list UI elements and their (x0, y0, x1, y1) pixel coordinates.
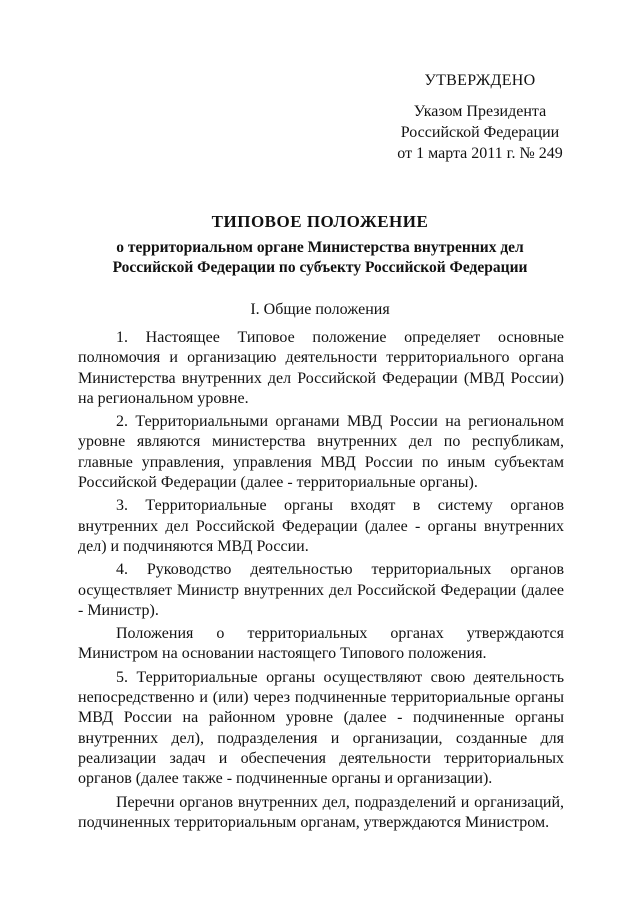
paragraph-2: 2. Территориальными органами МВД России на региональном уровне являются министерства внутренних дел по республикам, главные управления, управления МВД России по иным субъектам Российской Федерации (далее - территориальные органы). (78, 413, 564, 492)
approval-line-3: от 1 марта 2011 г. № 249 (397, 145, 563, 162)
document-body (78, 328, 564, 836)
paragraph-7: Перечни органов внутренних дел, подразделений и организаций, подчиненных территориальным органам, утверждаются Министром. (78, 793, 564, 831)
subtitle-line-2: Российской Федерации по субъекту Российской Федерации (112, 259, 528, 276)
paragraph-5: Положения о территориальных органах утверждаются Министром на основании настоящего Типового положения. (78, 625, 564, 663)
approval-line-2: Российской Федерации (400, 124, 560, 141)
paragraph-1: 1. Настоящее Типовое положение определяет основные полномочия и организацию деятельности территориального органа Министерства внутренних дел Российской Федерации (МВД России) на региональном уровне. (78, 329, 564, 407)
subtitle-line-1: о территориальном органе Министерства внутренних дел (116, 239, 524, 256)
document-subtitle (60, 238, 580, 278)
approval-stamp (380, 70, 580, 164)
approved-label: УТВЕРЖДЕНО (424, 72, 536, 89)
approval-line-1: Указом Президента (413, 103, 547, 120)
section-heading: I. Общие положения (250, 301, 390, 318)
paragraph-3: 3. Территориальные органы входят в систему органов внутренних дел Российской Федерации (далее - органы внутренних дел) и подчиняются МВД России. (78, 497, 564, 555)
document-title: ТИПОВОЕ ПОЛОЖЕНИЕ (211, 212, 429, 231)
paragraph-4: 4. Руководство деятельностью территориальных органов осуществляет Министр внутренних дел Российской Федерации (далее - Министр). (78, 561, 564, 619)
paragraph-6: 5. Территориальные органы осуществляют свою деятельность непосредственно и (или) через подчиненные территориальные органы МВД России на районном уровне (далее - подчиненные органы внутренних дел), подразделения и организации, созданные для реализации задач и обеспечения деятельности территориальных органов (далее также - подчиненные органы и организации). (78, 668, 564, 788)
